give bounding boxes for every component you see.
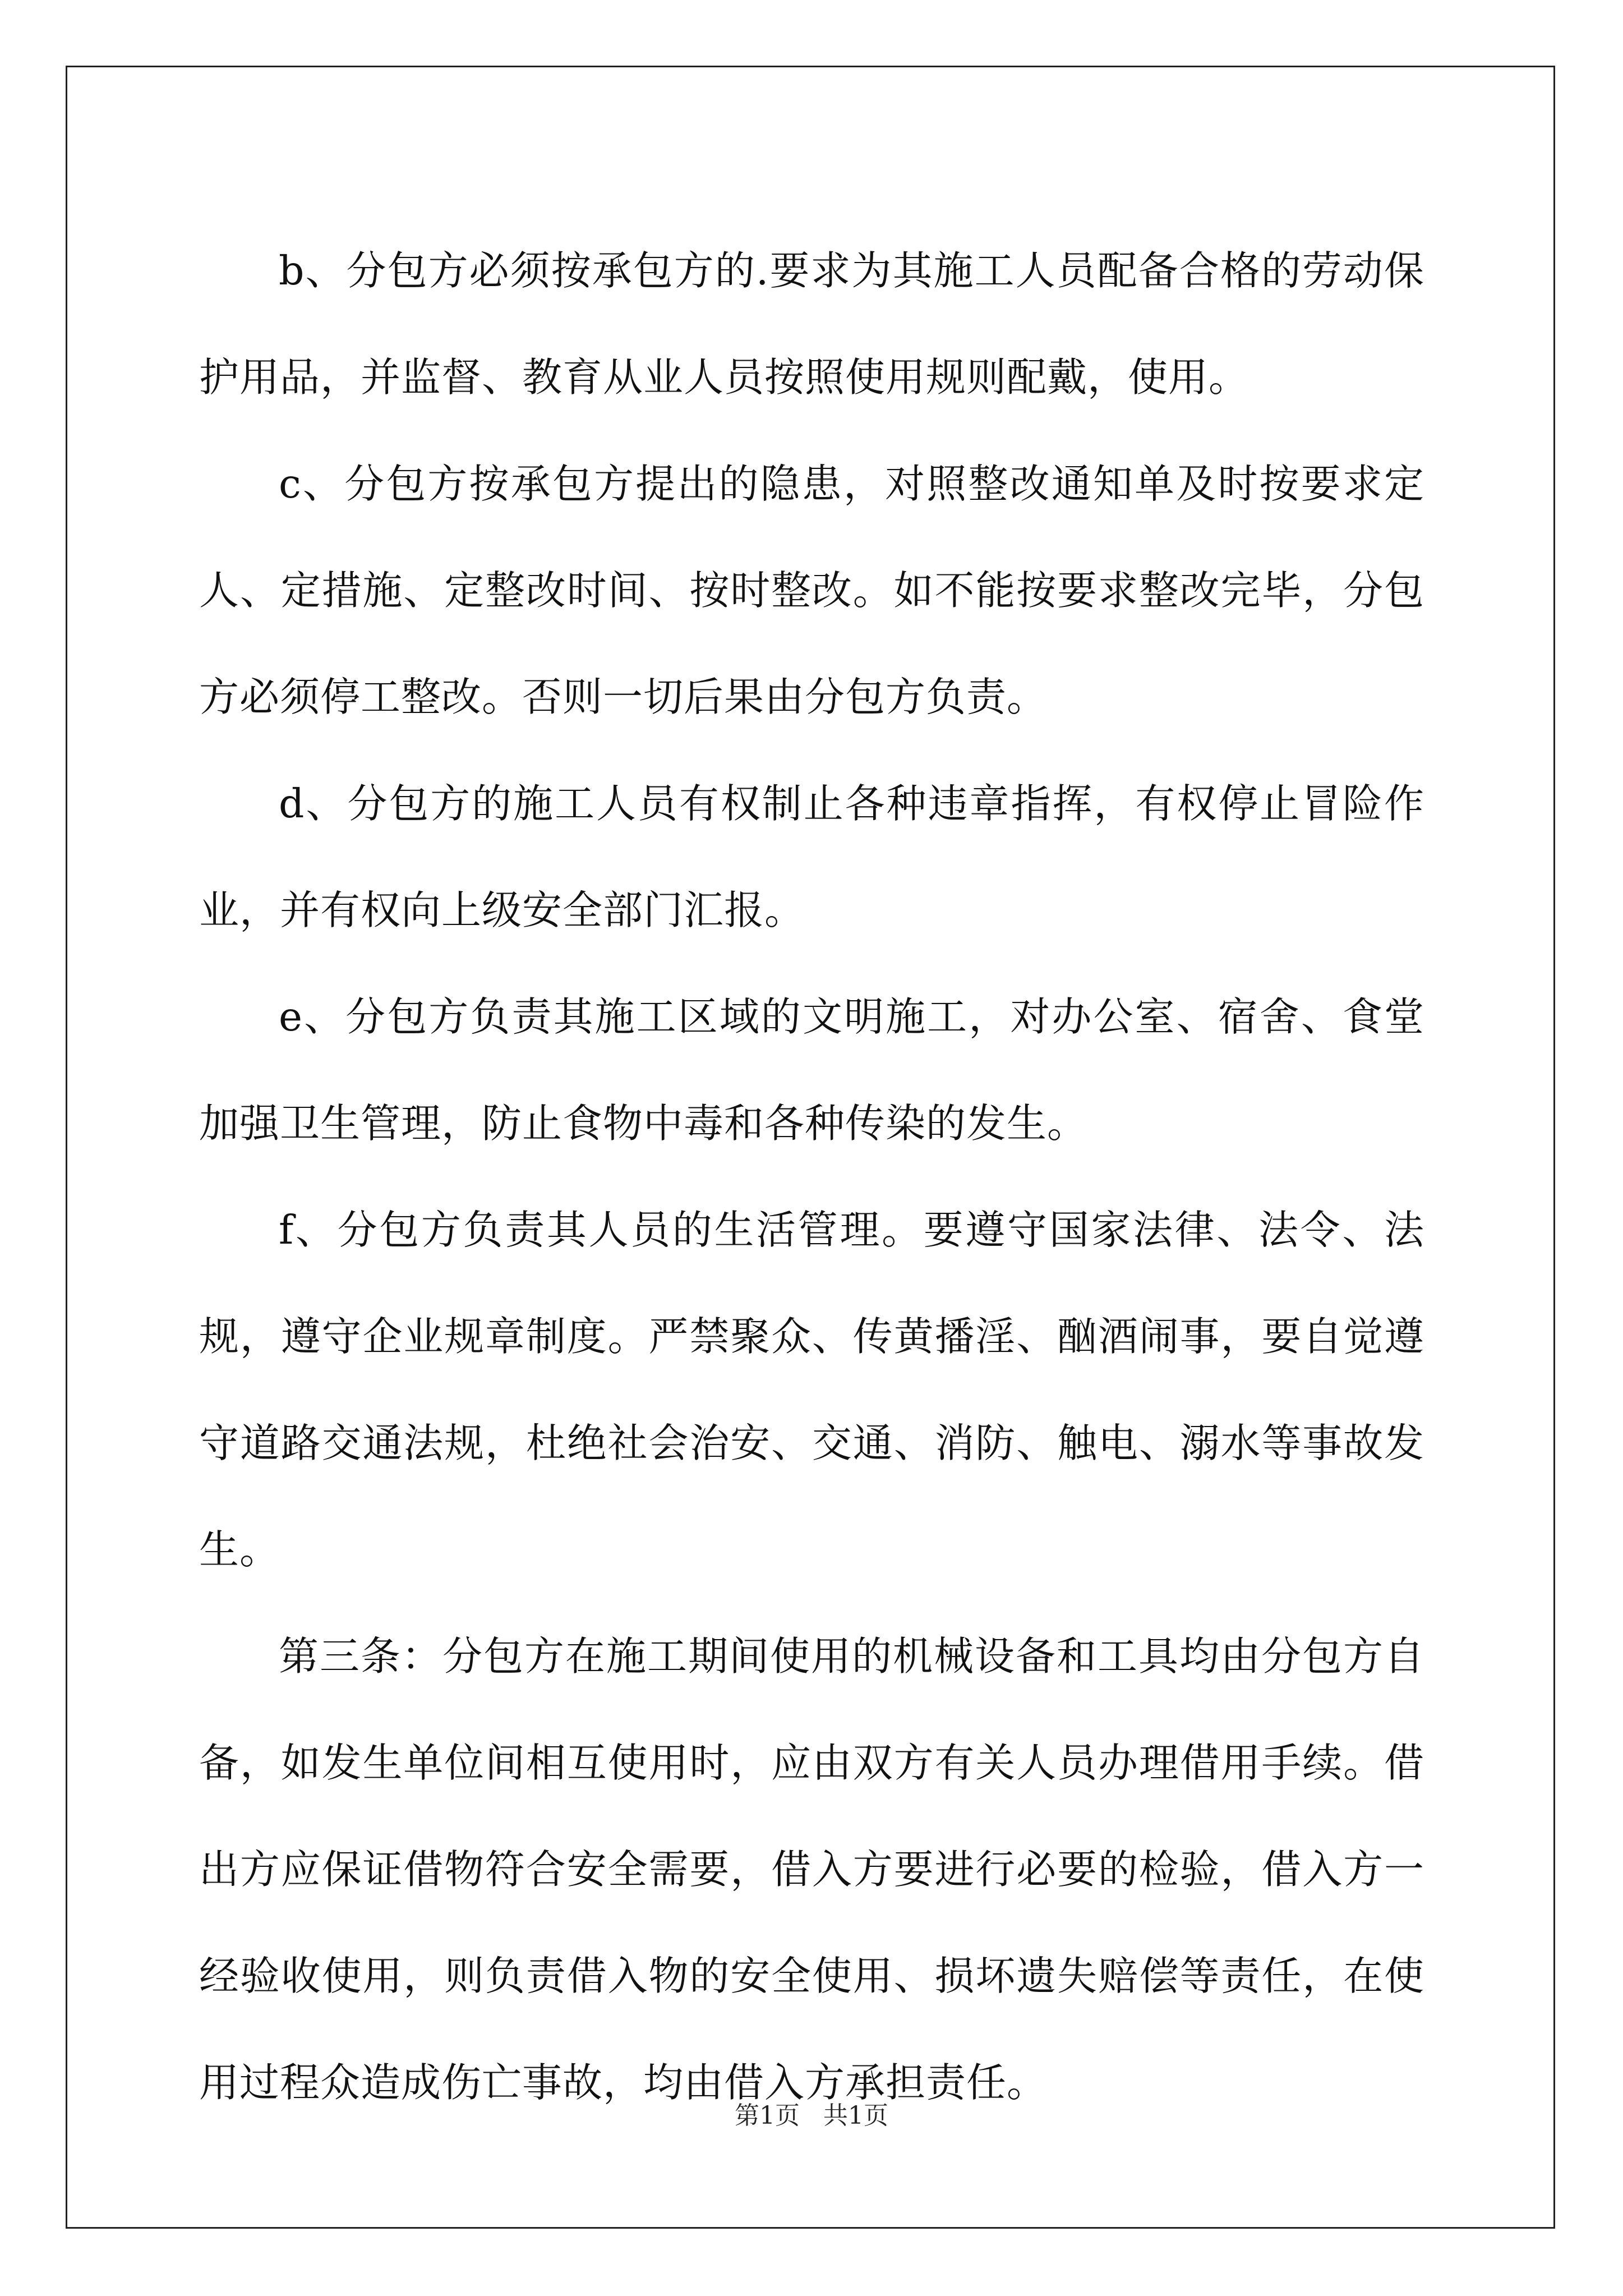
paragraph-article-three: 第三条：分包方在施工期间使用的机械设备和工具均由分包方自备，如发生单位间相互使用时，应由双方有关人员办理借用手续。借出方应保证借物符合安全需要，借入方要进行必要的检验，借入方一经验收使用，则负责借入物的安全使用、损坏遗失赔偿等责任，在使用过程众造成伤亡事故，均由借入方承担责任。 [199, 1633, 1424, 2106]
paragraph-d: d、分包方的施工人员有权制止各种违章指挥，有权停止冒险作业，并有权向上级安全部门汇报。 [199, 780, 1424, 933]
paragraph-f: f、分包方负责其人员的生活管理。要遵守国家法律、法令、法规，遵守企业规章制度。严禁聚众、传黄播淫、酗酒闹事，要自觉遵守道路交通法规，杜绝社会治安、交通、消防、触电、溺水等事故发生。 [199, 1207, 1424, 1573]
paragraph-e: e、分包方负责其施工区域的文明施工，对办公室、宿舍、食堂加强卫生管理，防止食物中毒和各种传染的发生。 [199, 993, 1424, 1147]
document-body [199, 218, 1424, 2136]
paragraph-c: c、分包方按承包方提出的隐患，对照整改通知单及时按要求定人、定措施、定整改时间、按时整改。如不能按要求整改完毕，分包方必须停工整改。否则一切后果由分包方负责。 [199, 461, 1424, 720]
paragraph-b: b、分包方必须按承包方的.要求为其施工人员配备合格的劳动保护用品，并监督、教育从业人员按照使用规则配戴，使用。 [199, 247, 1424, 401]
page-footer: 第1页 共1页 [735, 2101, 888, 2130]
